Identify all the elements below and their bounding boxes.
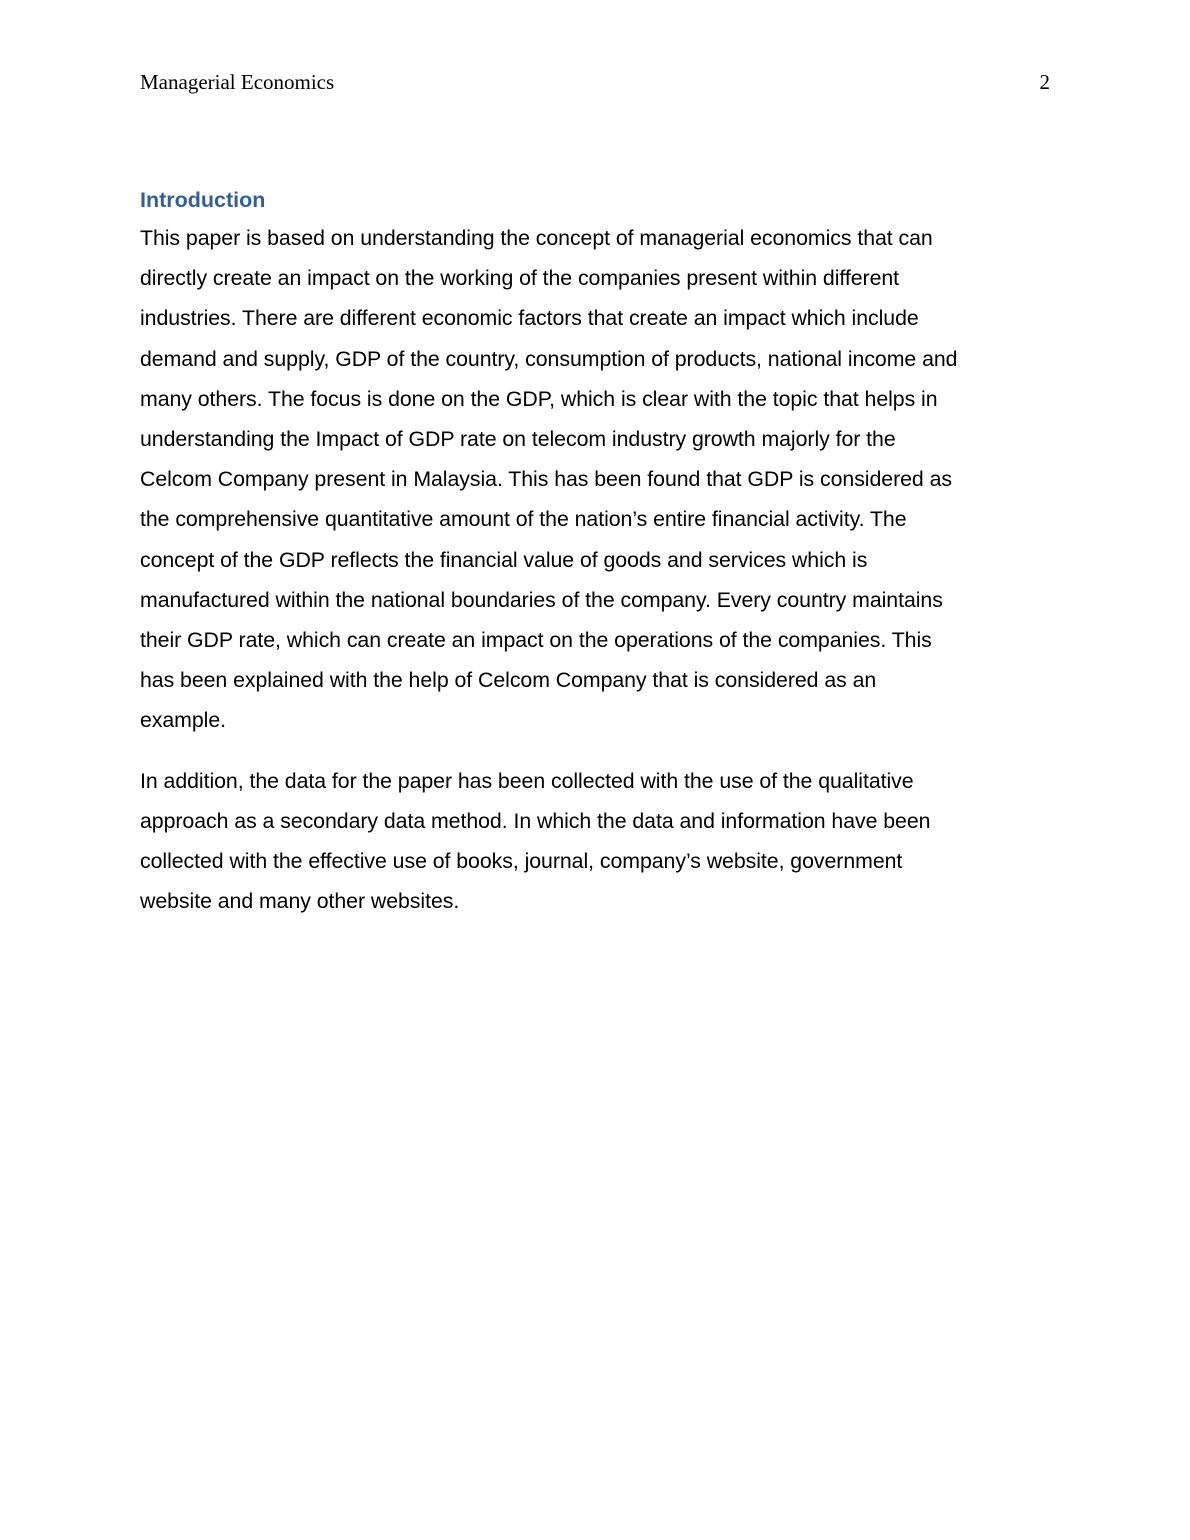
text-line: approach as a secondary data method. In which the data and information have been (140, 808, 931, 833)
text-line: collected with the effective use of books, journal, company’s website, government (140, 849, 903, 874)
running-header (140, 70, 1050, 100)
document-body (140, 184, 1050, 921)
text-line: has been explained with the help of Celcom Company that is considered as an (140, 668, 877, 693)
text-line: understanding the Impact of GDP rate on telecom industry growth majorly for the (140, 427, 896, 452)
paragraph (140, 218, 1050, 741)
text-line: directly create an impact on the working of the companies present within different (140, 266, 900, 291)
text-line: example. (140, 708, 227, 733)
text-line: This paper is based on understanding the concept of managerial economics that can (140, 226, 933, 250)
text-line: demand and supply, GDP of the country, consumption of products, national income and (140, 346, 958, 371)
header-title: Managerial Economics (140, 70, 335, 94)
paragraph (140, 761, 1050, 922)
text-line: industries. There are different economic factors that create an impact which include (140, 306, 919, 331)
page-number: 2 (1039, 70, 1050, 94)
section-heading: Introduction (140, 188, 266, 212)
text-line: In addition, the data for the paper has been collected with the use of the qualitative (140, 768, 914, 793)
text-line: website and many other websites. (140, 889, 460, 914)
text-line: Celcom Company present in Malaysia. This has been found that GDP is considered as (140, 467, 952, 492)
text-line: concept of the GDP reflects the financial value of goods and services which is (140, 547, 868, 572)
text-line: many others. The focus is done on the GDP, which is clear with the topic that helps in (140, 386, 938, 411)
text-line: the comprehensive quantitative amount of the nation’s entire financial activity. The (140, 507, 907, 532)
text-line: their GDP rate, which can create an impact on the operations of the companies. This (140, 628, 932, 653)
text-line: manufactured within the national boundaries of the company. Every country maintains (140, 587, 943, 612)
